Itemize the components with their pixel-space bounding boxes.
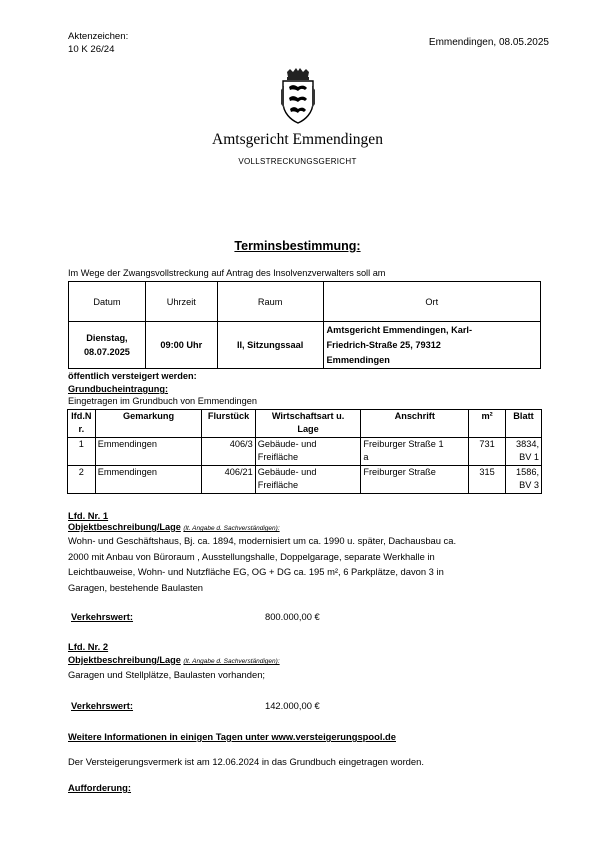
col-flurstueck: Flurstück (202, 410, 255, 438)
grundbuch-heading: Grundbucheintragung: (68, 384, 169, 394)
aufforderung-heading: Aufforderung: (68, 782, 132, 793)
item1-obj-label: Objektbeschreibung/Lage (68, 522, 181, 532)
row-anschrift-line-1: Freiburger Straße 1 (363, 439, 444, 449)
col-wirtschaftsart (255, 410, 361, 438)
item1-value-label: Verkehrswert: (71, 611, 134, 622)
place-line-3: Emmendingen (326, 354, 390, 365)
appointment-table (68, 281, 541, 369)
land-register-table (67, 409, 542, 494)
coat-of-arms-icon (281, 68, 315, 124)
case-number: 10 K 26/24 (68, 44, 115, 55)
row-wirtschaftsart-line-1: Gebäude- und (257, 439, 317, 449)
row-m2: 315 (469, 466, 506, 494)
table-row (68, 466, 542, 494)
document-title: Terminsbestimmung: (234, 239, 361, 253)
row-blatt-line-2: BV 3 (519, 480, 539, 490)
vermerk-text: Der Versteigerungsvermerk ist am 12.06.2024 in das Grundbuch eingetragen worden. (68, 756, 424, 767)
place-line-1: Amtsgericht Emmendingen, Karl- (326, 324, 473, 335)
row-wirtschaftsart-line-2: Freifläche (257, 480, 299, 490)
item1-description (68, 533, 538, 595)
item2-description: Garagen und Stellplätze, Baulasten vorhanden; (68, 669, 266, 680)
item2-heading: Lfd. Nr. 2 (68, 641, 109, 652)
row-wirtschaftsart (255, 438, 361, 466)
intro-text: Im Wege der Zwangsvollstreckung auf Antrag des Insolvenzverwalters soll am (68, 268, 386, 278)
more-info-text: Weitere Informationen in einigen Tagen unter www.versteigerungspool.de (68, 731, 396, 742)
header-raum: Raum (217, 282, 323, 322)
appointment-room: II, Sitzungssaal (217, 322, 323, 369)
case-reference-label: Aktenzeichen: (68, 31, 129, 42)
col-wirtschaftsart-line-2: Lage (297, 424, 319, 434)
row-lfd: 2 (68, 466, 96, 494)
date-line-2: 08.07.2025 (83, 347, 130, 357)
row-blatt-line-1: 1586, (516, 467, 539, 477)
appointment-header-row (69, 282, 541, 322)
item1-heading: Lfd. Nr. 1 (68, 510, 109, 521)
row-blatt-line-1: 3834, (516, 439, 539, 449)
item1-line: 2000 mit Anbau von Büroraum , Ausstellungshalle, Doppelgarage, separate Werkhalle in (68, 550, 435, 562)
row-anschrift (361, 466, 469, 494)
item2-value: 142.000,00 € (265, 700, 320, 711)
appointment-row (69, 322, 541, 369)
item2-obj-label: Objektbeschreibung/Lage (68, 655, 181, 665)
item2-value-label: Verkehrswert: (71, 700, 134, 711)
header-ort: Ort (323, 282, 540, 322)
item2-obj-heading (68, 655, 280, 665)
table-row (68, 438, 542, 466)
row-blatt-line-2: BV 1 (519, 452, 539, 462)
row-flurstueck: 406/21 (202, 466, 255, 494)
item1-obj-heading (68, 522, 280, 532)
item1-value: 800.000,00 € (265, 611, 320, 622)
col-gemarkung: Gemarkung (95, 410, 202, 438)
appointment-time: 09:00 Uhr (145, 322, 217, 369)
col-lfd-line-2: r. (78, 424, 85, 434)
row-anschrift (361, 438, 469, 466)
col-blatt: Blatt (506, 410, 542, 438)
row-gemarkung: Emmendingen (95, 438, 202, 466)
grundbuch-text: Eingetragen im Grundbuch von Emmendingen (68, 396, 257, 406)
item1-line: Leichtbauweise, Wohn- und Nutzfläche EG, OG + DG ca. 195 m², 6 Parkplätze, davon 3 in (68, 566, 444, 577)
row-wirtschaftsart-line-2: Freifläche (257, 452, 299, 462)
row-blatt (506, 438, 542, 466)
header-datum: Datum (69, 282, 146, 322)
header-uhrzeit: Uhrzeit (145, 282, 217, 322)
item1-line: Wohn- und Geschäftshaus, Bj. ca. 1894, modernisiert um ca. 1990 u. später, Dachausbau ca. (68, 535, 457, 546)
item1-line: Garagen, bestehende Baulasten (68, 581, 203, 593)
row-anschrift-line-1: Freiburger Straße (363, 467, 436, 477)
row-flurstueck: 406/3 (202, 438, 255, 466)
row-wirtschaftsart-line-1: Gebäude- und (257, 467, 317, 477)
appointment-place (323, 322, 540, 369)
court-department: VOLLSTRECKUNGSGERICHT (238, 157, 357, 166)
court-name: Amtsgericht Emmendingen (212, 131, 383, 148)
col-lfd (68, 410, 96, 438)
case-reference (68, 30, 128, 56)
col-lfd-line-1: lfd.N (71, 411, 92, 421)
auction-text: öffentlich versteigert werden: (68, 371, 197, 381)
col-wirtschaftsart-line-1: Wirtschaftsart u. (271, 411, 345, 421)
row-m2: 731 (469, 438, 506, 466)
item2-obj-note: (lt. Angabe d. Sachverständigen): (183, 658, 280, 665)
row-lfd: 1 (68, 438, 96, 466)
appointment-date (69, 322, 146, 369)
place-date: Emmendingen, 08.05.2025 (428, 37, 549, 48)
date-line-1: Dienstag, (86, 333, 128, 343)
col-anschrift: Anschrift (361, 410, 469, 438)
place-line-2: Friedrich-Straße 25, 79312 (326, 339, 441, 350)
row-blatt (506, 466, 542, 494)
col-m2: m² (469, 410, 506, 438)
row-anschrift-line-2: a (363, 452, 369, 462)
land-register-header-row (68, 410, 542, 438)
row-gemarkung: Emmendingen (95, 466, 202, 494)
item1-obj-note: (lt. Angabe d. Sachverständigen): (183, 525, 280, 532)
row-wirtschaftsart (255, 466, 361, 494)
